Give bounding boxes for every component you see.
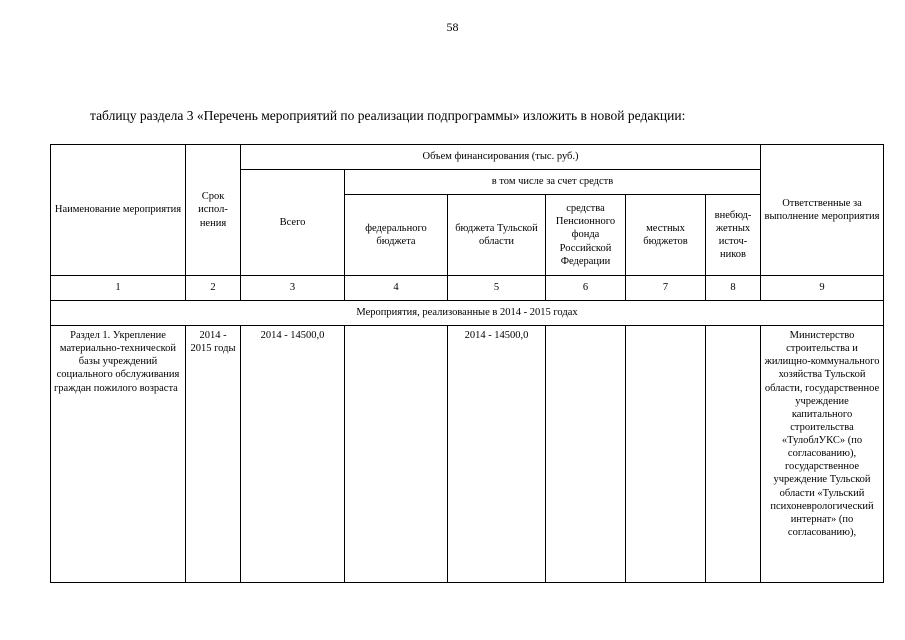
column-number: 2 (186, 276, 241, 301)
header-funding: Объем финансирования (тыс. руб.) (241, 145, 761, 170)
header-regional: бюджета Тульской области (448, 195, 546, 276)
column-number: 5 (448, 276, 546, 301)
measures-table (50, 144, 884, 583)
header-name: Наименование мероприятия (51, 145, 186, 276)
header-total: Всего (241, 170, 345, 276)
measure-name: Раздел 1. Укрепление материально-технической базы учреждений социального обслуживания граждан пожилого возраста (51, 326, 186, 583)
measure-local (626, 326, 706, 583)
intro-text: таблицу раздела 3 «Перечень мероприятий по реализации подпрограммы» изложить в новой редакции: (90, 108, 686, 123)
section-row (51, 301, 884, 326)
header-including: в том числе за счет средств (345, 170, 761, 195)
column-number: 8 (706, 276, 761, 301)
measure-pension (546, 326, 626, 583)
section-title: Мероприятия, реализованные в 2014 - 2015 годах (51, 301, 884, 326)
table-row (51, 326, 884, 583)
measure-federal (345, 326, 448, 583)
header-extra: внебюд-жетных источ-ников (706, 195, 761, 276)
column-number-row (51, 276, 884, 301)
column-number: 7 (626, 276, 706, 301)
measure-extra (706, 326, 761, 583)
header-term: Срок испол-нения (186, 145, 241, 276)
header-federal: федерального бюджета (345, 195, 448, 276)
header-pension: средства Пенсионного фонда Российской Федерации (546, 195, 626, 276)
measure-total: 2014 - 14500,0 (241, 326, 345, 583)
header-local: местных бюджетов (626, 195, 706, 276)
column-number: 9 (761, 276, 884, 301)
measure-regional: 2014 - 14500,0 (448, 326, 546, 583)
measure-term: 2014 - 2015 годы (186, 326, 241, 583)
measure-responsible: Министерство строительства и жилищно-коммунального хозяйства Тульской области, государственное учреждение капитального строительства «ТулоблУКС» (по согласованию), государственное учреждение Тульской области «Тульский психоневрологический интернат» (по согласованию), (761, 326, 884, 583)
column-number: 6 (546, 276, 626, 301)
column-number: 1 (51, 276, 186, 301)
header-responsible: Ответственные за выполнение мероприятия (761, 145, 884, 276)
column-number: 3 (241, 276, 345, 301)
page-number: 58 (446, 20, 459, 34)
header-row-1 (51, 145, 884, 170)
column-number: 4 (345, 276, 448, 301)
